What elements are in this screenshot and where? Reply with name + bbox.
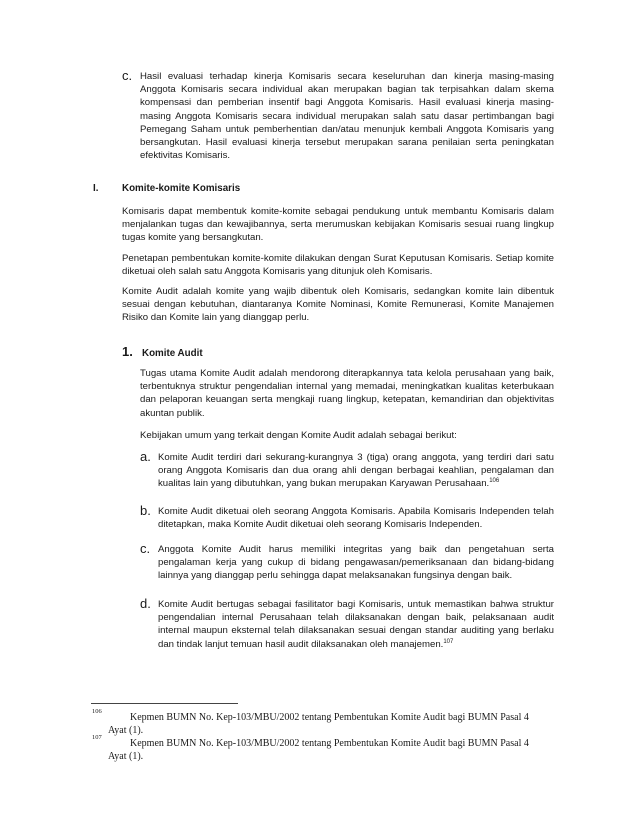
footnote-ref[interactable]: 106	[489, 478, 500, 485]
list-item-text: Komite Audit bertugas sebagai fasilitator bagi Komisaris, untuk memastikan bahwa struktur pengendalian internal Perusahaan telah dilaksanakan dengan baik, pelaksanaan audit internal maupun eksternal telah dilaksanakan sesuai dengan standar auditing yang berlaku dan tindak lanjut temuan hasil audit dilaksanakan oleh manajemen.	[158, 599, 554, 650]
subsection-title: Komite Audit	[142, 348, 203, 359]
list-item-text: Anggota Komite Audit harus memiliki integritas yang baik dan pengetahuan serta pengalaman kerja yang cukup di bidang pengawasan/pemeriksanaan dan bidang-bidang lainnya yang dianggap perlu sehingga dapat melaksanakan fungsinya dengan baik.	[158, 544, 554, 582]
footnote-number: 106	[92, 708, 102, 715]
section-paragraph: Penetapan pembentukan komite-komite dilakukan dengan Surat Keputusan Komisaris. Setiap komite diketuai oleh salah satu Anggota Komisaris yang ditunjuk oleh Komisaris.	[122, 253, 554, 278]
section-marker: I.	[93, 183, 99, 194]
footnote-number: 107	[92, 734, 102, 741]
list-item-text: Komite Audit diketuai oleh seorang Anggota Komisaris. Apabila Komisaris Independen telah ditetapkan, maka Komite Audit diketuai oleh seorang Komisaris Independen.	[158, 506, 554, 531]
list-item	[158, 451, 554, 491]
footnote-text: Ayat (1).	[108, 725, 144, 736]
list-marker: c.	[122, 68, 133, 83]
list-marker: d.	[140, 596, 151, 611]
list-item-text: Komite Audit terdiri dari sekurang-kurangnya 3 (tiga) orang anggota, yang terdiri dari satu orang Anggota Komisaris dan dua orang ahli dengan berbagai keahlian, pengalaman dan kualitas lain yang dibutuhkan, yang bukan merupakan Karyawan Perusahaan.	[158, 452, 554, 490]
section-title: Komite-komite Komisaris	[122, 183, 241, 194]
footnote-text: Kepmen BUMN No. Kep-103/MBU/2002 tentang Pembentukan Komite Audit bagi BUMN Pasal 4	[130, 738, 529, 749]
footnote-divider	[91, 703, 238, 704]
subsection-paragraph: Tugas utama Komite Audit adalah mendorong diterapkannya tata kelola perusahaan yang baik, terbentuknya struktur pengendalian internal yang memadai, meningkatkan kualitas keterbukaan dan pelaporan keuangan serta mengkaji ruang lingkup, ketepatan, kemandirian dan objektivitas akuntan publik.	[140, 368, 554, 419]
subsection-paragraph: Kebijakan umum yang terkait dengan Komite Audit adalah sebagai berikut:	[140, 430, 457, 441]
footnote-ref[interactable]: 107	[443, 638, 454, 645]
list-marker: c.	[140, 541, 151, 556]
section-paragraph: Komite Audit adalah komite yang wajib dibentuk oleh Komisaris, sedangkan komite lain dibentuk sesuai dengan kebutuhan, diantaranya Komite Nominasi, Komite Remunerasi, Komite Manajemen Risiko dan Komite lain yang dianggap perlu.	[122, 286, 554, 324]
section-paragraph: Komisaris dapat membentuk komite-komite sebagai pendukung untuk membantu Komisaris dalam menjalankan tugas dan kewajibannya, serta merumuskan kebijakan Komisaris sesuai ruang lingkup tugas komite yang bersangkutan.	[122, 206, 554, 244]
list-marker: b.	[140, 503, 151, 518]
footnote-text: Kepmen BUMN No. Kep-103/MBU/2002 tentang Pembentukan Komite Audit bagi BUMN Pasal 4	[130, 712, 529, 723]
list-item-text: Hasil evaluasi terhadap kinerja Komisaris secara keseluruhan dan kinerja masing-masing Anggota Komisaris secara individual akan merupakan bagian tak terpisahkan dalam skema kompensasi dan pemberian insentif bagi Anggota Komisaris. Hasil evaluasi kinerja masing-masing Anggota Komisaris secara individual merupakan salah satu dasar pertimbangan bagi Pemegang Saham untuk pemberhentian dan/atau menunjuk kembali Anggota Komisaris yang bersangkutan. Hasil evaluasi kinerja tersebut merupakan sarana penilaian serta peningkatan efektivitas Komisaris.	[140, 71, 554, 162]
list-item	[158, 598, 554, 651]
list-marker: a.	[140, 449, 151, 464]
subsection-number: 1.	[122, 344, 133, 359]
footnote-text: Ayat (1).	[108, 751, 144, 762]
